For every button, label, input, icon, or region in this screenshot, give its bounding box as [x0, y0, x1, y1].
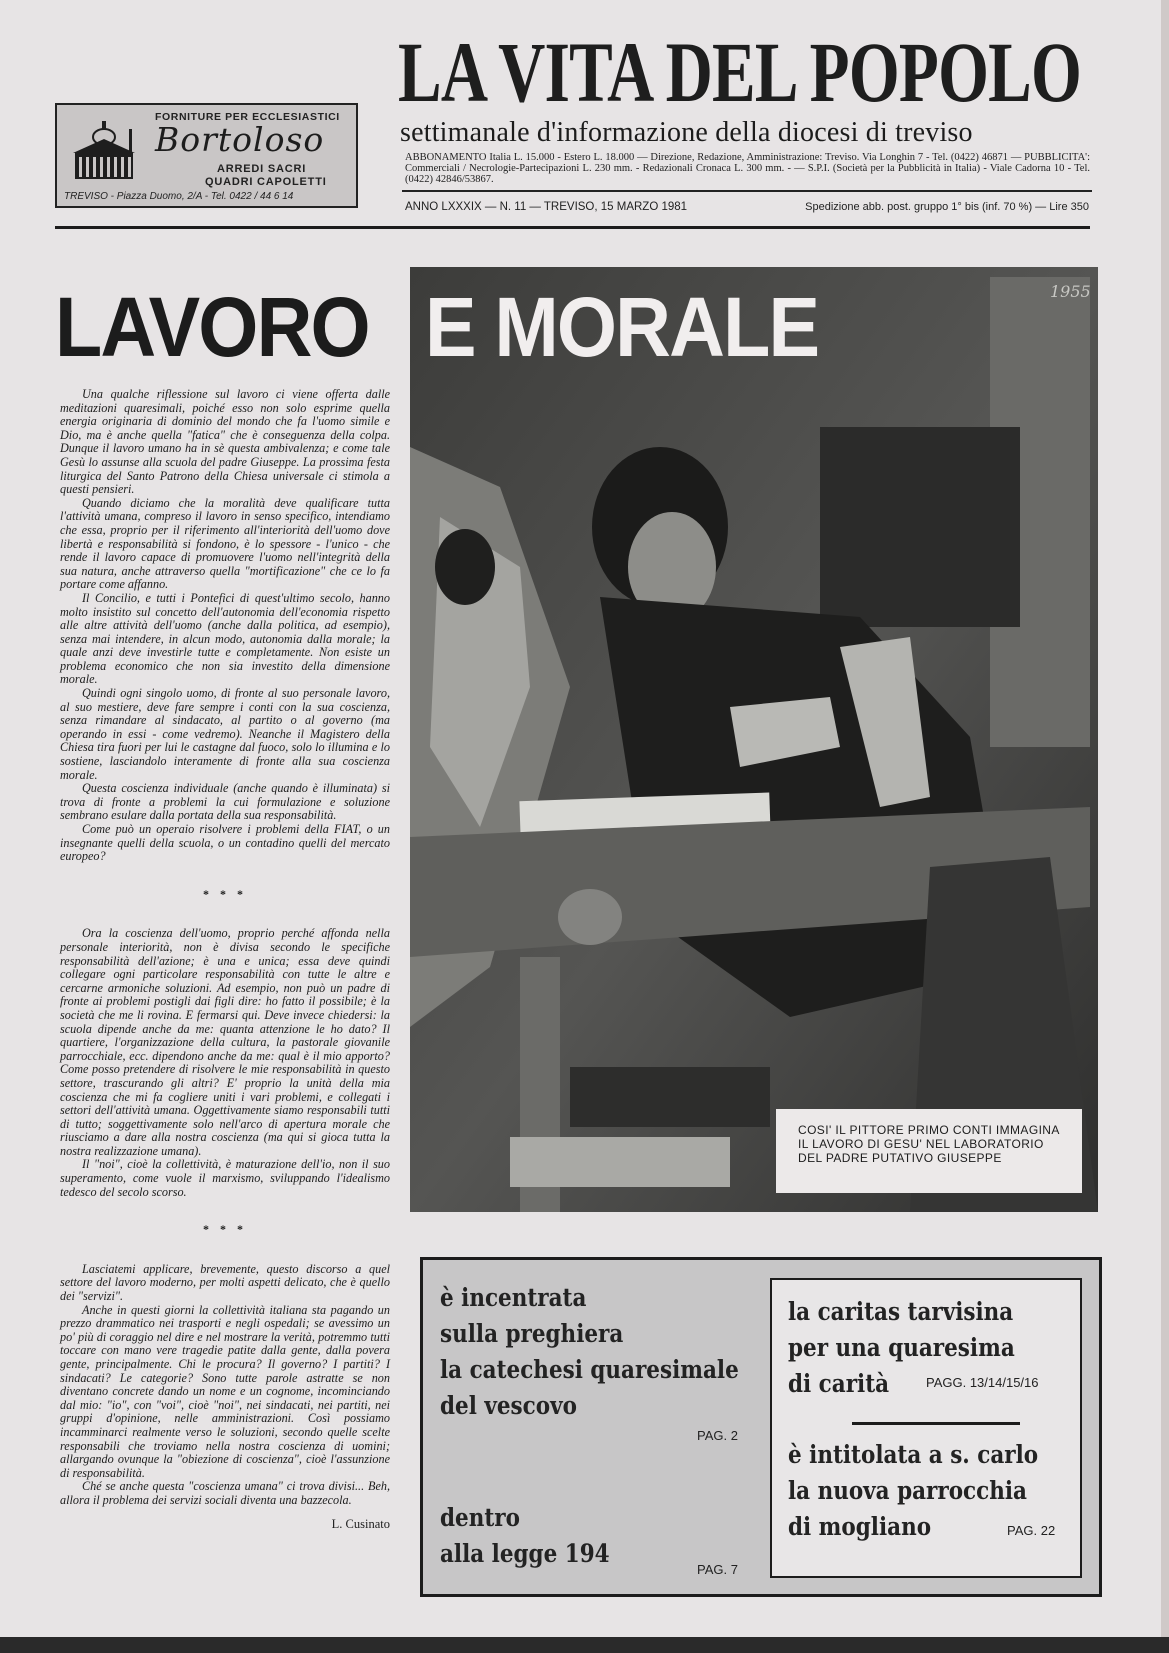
- advertisement-box: [55, 103, 358, 208]
- ad-address: TREVISO - Piazza Duomo, 2/A - Tel. 0422 / 44 6 14: [64, 191, 294, 202]
- teaser-2-page: PAG. 7: [697, 1562, 738, 1577]
- masthead-subtitle: settimanale d'informazione della diocesi di treviso: [400, 117, 973, 148]
- section-separator: * * *: [203, 886, 247, 901]
- teaser-headline-line: per una quaresima: [788, 1333, 1015, 1362]
- article-paragraph: Ché se anche questa "coscienza umana" ci trova divisi... Beh, allora il problema dei servizi sociali diventa una bazzecola.: [60, 1479, 390, 1507]
- masthead-rule: [402, 190, 1092, 192]
- author-signature: L. Cusinato: [331, 1516, 390, 1531]
- teaser-headline-line: la catechesi quaresimale: [440, 1355, 739, 1384]
- headline-right: E MORALE: [425, 280, 819, 374]
- issue-line: ANNO LXXXIX — N. 11 — TREVISO, 15 MARZO 1981: [405, 201, 688, 213]
- teaser-headline-line: alla legge 194: [440, 1539, 610, 1568]
- teaser-4-page: PAG. 22: [1007, 1523, 1056, 1538]
- ad-line-2: QUADRI CAPOLETTI: [205, 176, 327, 188]
- teaser-headline-line: la caritas tarvisina: [788, 1297, 1014, 1326]
- teaser-headline-line: dentro: [440, 1503, 520, 1532]
- section-separator: * * *: [203, 1222, 247, 1237]
- article-paragraph: Il Concilio, e tutti i Pontefici di quest'ultimo secolo, hanno molto insistito sul concetto dell'autonomia dell'economia rispetto alle altre attività dell'uomo (anche dalla politica, ad esempio), senza mai intendere, in alcun modo, autonomia dalla morale; la quale anzi deve investirle tutte e completamente. Non esiste un problema economico che non sia investito della dimensione morale.: [60, 590, 390, 687]
- teaser-headline-line: la nuova parrocchia: [788, 1476, 1027, 1505]
- masthead-subscription-info: ABBONAMENTO Italia L. 15.000 - Estero L. 18.000 — Direzione, Redazione, Amministrazione: Treviso. Via Longhin 7 - Tel. (0422) 46871 — PUBBLICITA': Commerciali / Necrologie-Partecipazioni L. 230 mm. - Redazionali Cronaca L. 300 mm. - — S.P.I. (Società per la Pubblicità in Italia) - Viale Cadorna 10 - Tel. (0422) 42846/53867.: [405, 152, 1090, 185]
- teaser-headline-line: è incentrata: [440, 1283, 587, 1312]
- teaser-headline-line: del vescovo: [440, 1391, 577, 1420]
- article-paragraph: Ora la coscienza dell'uomo, proprio perché affonda nella personale interiorità, non è divisa secondo le specifiche responsabilità dell'azione; è una e unica; essa deve quindi collegare ogni particolare responsabilità con tutte le altre e cercarne armoniche soluzioni. Ad esempio, non può un padre di fronte ai problemi postigli dai figli dire: ho fatto il possibile; è la società che me li rovina. E fermarsi qui. Deve invece chiedersi: la scuola dipende anche da me: quanta attenzione le ho dato? Il quartiere, l'organizzazione della cultura, la pastorale giovanile parrocchiale, ecc. dipendono anche da me: qual è il mio apporto? Come posso pretendere di risolvere le mie responsabilità in questo settore, trascurando gli altri? E' proprio la unità della mia coscienza che mi fa cogliere uniti i vari problemi, e collegati i settori dell'attività umana. Oggettivamente siamo responsabili tutti di tutto; soggettivamente solo nell'arco di apertura morale che riusciamo a dare alla nostra coscienza (ma qui si gioca tutta la nostra realizzazione umana).: [60, 926, 390, 1158]
- teaser-2[interactable]: [440, 1500, 610, 1572]
- article-paragraph: Lasciatemi applicare, brevemente, questo discorso a quel settore del lavoro moderno, per molti aspetti delicato, che è quello dei "servizi".: [60, 1261, 390, 1304]
- ad-brand: Bortoloso: [155, 120, 325, 159]
- headline-left: LAVORO: [55, 280, 369, 374]
- ad-tagline: FORNITURE PER ECCLESIASTICI: [155, 111, 340, 123]
- teaser-headline-line: di mogliano: [788, 1512, 932, 1541]
- ad-line-1: ARREDI SACRI: [217, 163, 307, 175]
- painting-caption: COSI' IL PITTORE PRIMO CONTI IMMAGINA IL LAVORO DI GESU' NEL LABORATORIO DEL PADRE PUTATIVO GIUSEPPE: [776, 1109, 1082, 1193]
- article-paragraph: Il "noi", cioè la collettività, è maturazione dell'io, non il suo superamento, come vuole il marxismo, sviluppando l'idealismo tedesco del secolo scorso.: [60, 1157, 390, 1199]
- article-paragraph: Una qualche riflessione sul lavoro ci viene offerta dalle meditazioni quaresimali, poiché esso non solo esprime quella energia originaria di dominio del mondo che fa l'uomo simile e Dio, ma è anche quella "fatica" che è conseguenza della colpa. Dunque il lavoro umano ha in sè questa ambivalenza; e come tale Gesù lo assunse alla scuola del padre Giuseppe. La prossima festa liturgica del Santo Patrono della Chiesa universale ci stimola a questi pensieri.: [60, 387, 390, 497]
- article-paragraph: Anche in questi giorni la collettività italiana sta pagando un prezzo drammatico nei trasporti e negli ospedali; se avessimo un po' più di coraggio nel dire e nel mostrare la verità, potremmo tutti toccare con mano vere tragedie patite dalla gente, dalla povera gente, principalmente. Chi le procura? Il governo? I partiti? I sindacati? Le categorie? Sono tutte parole astratte se non diventano concrete dando un nome e un cognome, incominciando dal mio: "io", con "voi", cioè "noi", nei sindacati, nei partiti, nei gruppi d'opinione, nelle amministrazioni. Così possiamo incamminarci realmente verso le soluzioni, secondo quelle scelte responsabili che troviamo nella nostra coscienza di uomini; allargando ovunque la "obiezione di coscienza", cioè l'assunzione di responsabilità.: [60, 1302, 390, 1480]
- teaser-divider: [852, 1422, 1020, 1425]
- teaser-headline-line: di carità: [788, 1369, 890, 1398]
- teaser-headline-line: sulla preghiera: [440, 1319, 624, 1348]
- painting-image: [410, 267, 1098, 1212]
- teaser-1-page: PAG. 2: [697, 1428, 738, 1443]
- page-edge: [1161, 0, 1169, 1653]
- church-icon: [69, 115, 139, 185]
- article-paragraph: Questa coscienza individuale (anche quando è illuminata) si trova di fronte a problemi la cui formulazione e soluzione sembrano esulare dalla portata della sua responsabilità.: [60, 781, 390, 823]
- header-divider: [55, 226, 1090, 229]
- article-paragraph: Quando diciamo che la moralità deve qualificare tutta l'attività umana, compreso il lavoro in senso specifico, intendiamo che essa, proprio per il riferimento all'interiorità dell'uomo dove libertà e responsabilità si fondono, è lo spessore - l'unico - che rende il lavoro capace di promuovere l'uomo nell'integrità della sua natura, anche attraverso quella "mortificazione" che ce lo fa portare come affanno.: [60, 495, 390, 592]
- article-paragraph: Quindi ogni singolo uomo, di fronte al suo personale lavoro, al suo mestiere, deve fare sempre i conti con la sua coscienza, senza rimandare al sindacato, al partito o al governo (ma operando in essi - come vedremo). Neanche il Magistero della Chiesa tira fuori per lui le castagne dal fuoco, solo lo illumina e lo sostiene, lasciandolo interamente di fronte alla sua coscienza morale.: [60, 686, 390, 782]
- masthead-title: LA VITA DEL POPOLO: [398, 24, 1082, 120]
- teaser-3-page: PAGG. 13/14/15/16: [926, 1375, 1039, 1390]
- scan-border: [0, 1637, 1169, 1653]
- teaser-1[interactable]: [440, 1280, 739, 1424]
- teaser-4[interactable]: [788, 1437, 1038, 1545]
- painting-signature: 1955: [1050, 282, 1091, 301]
- article-body: [60, 388, 390, 1531]
- article-paragraph: Come può un operaio risolvere i problemi della FIAT, o un insegnante quelli della scuola, o un contadino quelli del mercato europeo?: [60, 822, 390, 864]
- teaser-headline-line: è intitolata a s. carlo: [788, 1440, 1039, 1469]
- shipping-price-line: Spedizione abb. post. gruppo 1° bis (inf. 70 %) — Lire 350: [805, 201, 1089, 213]
